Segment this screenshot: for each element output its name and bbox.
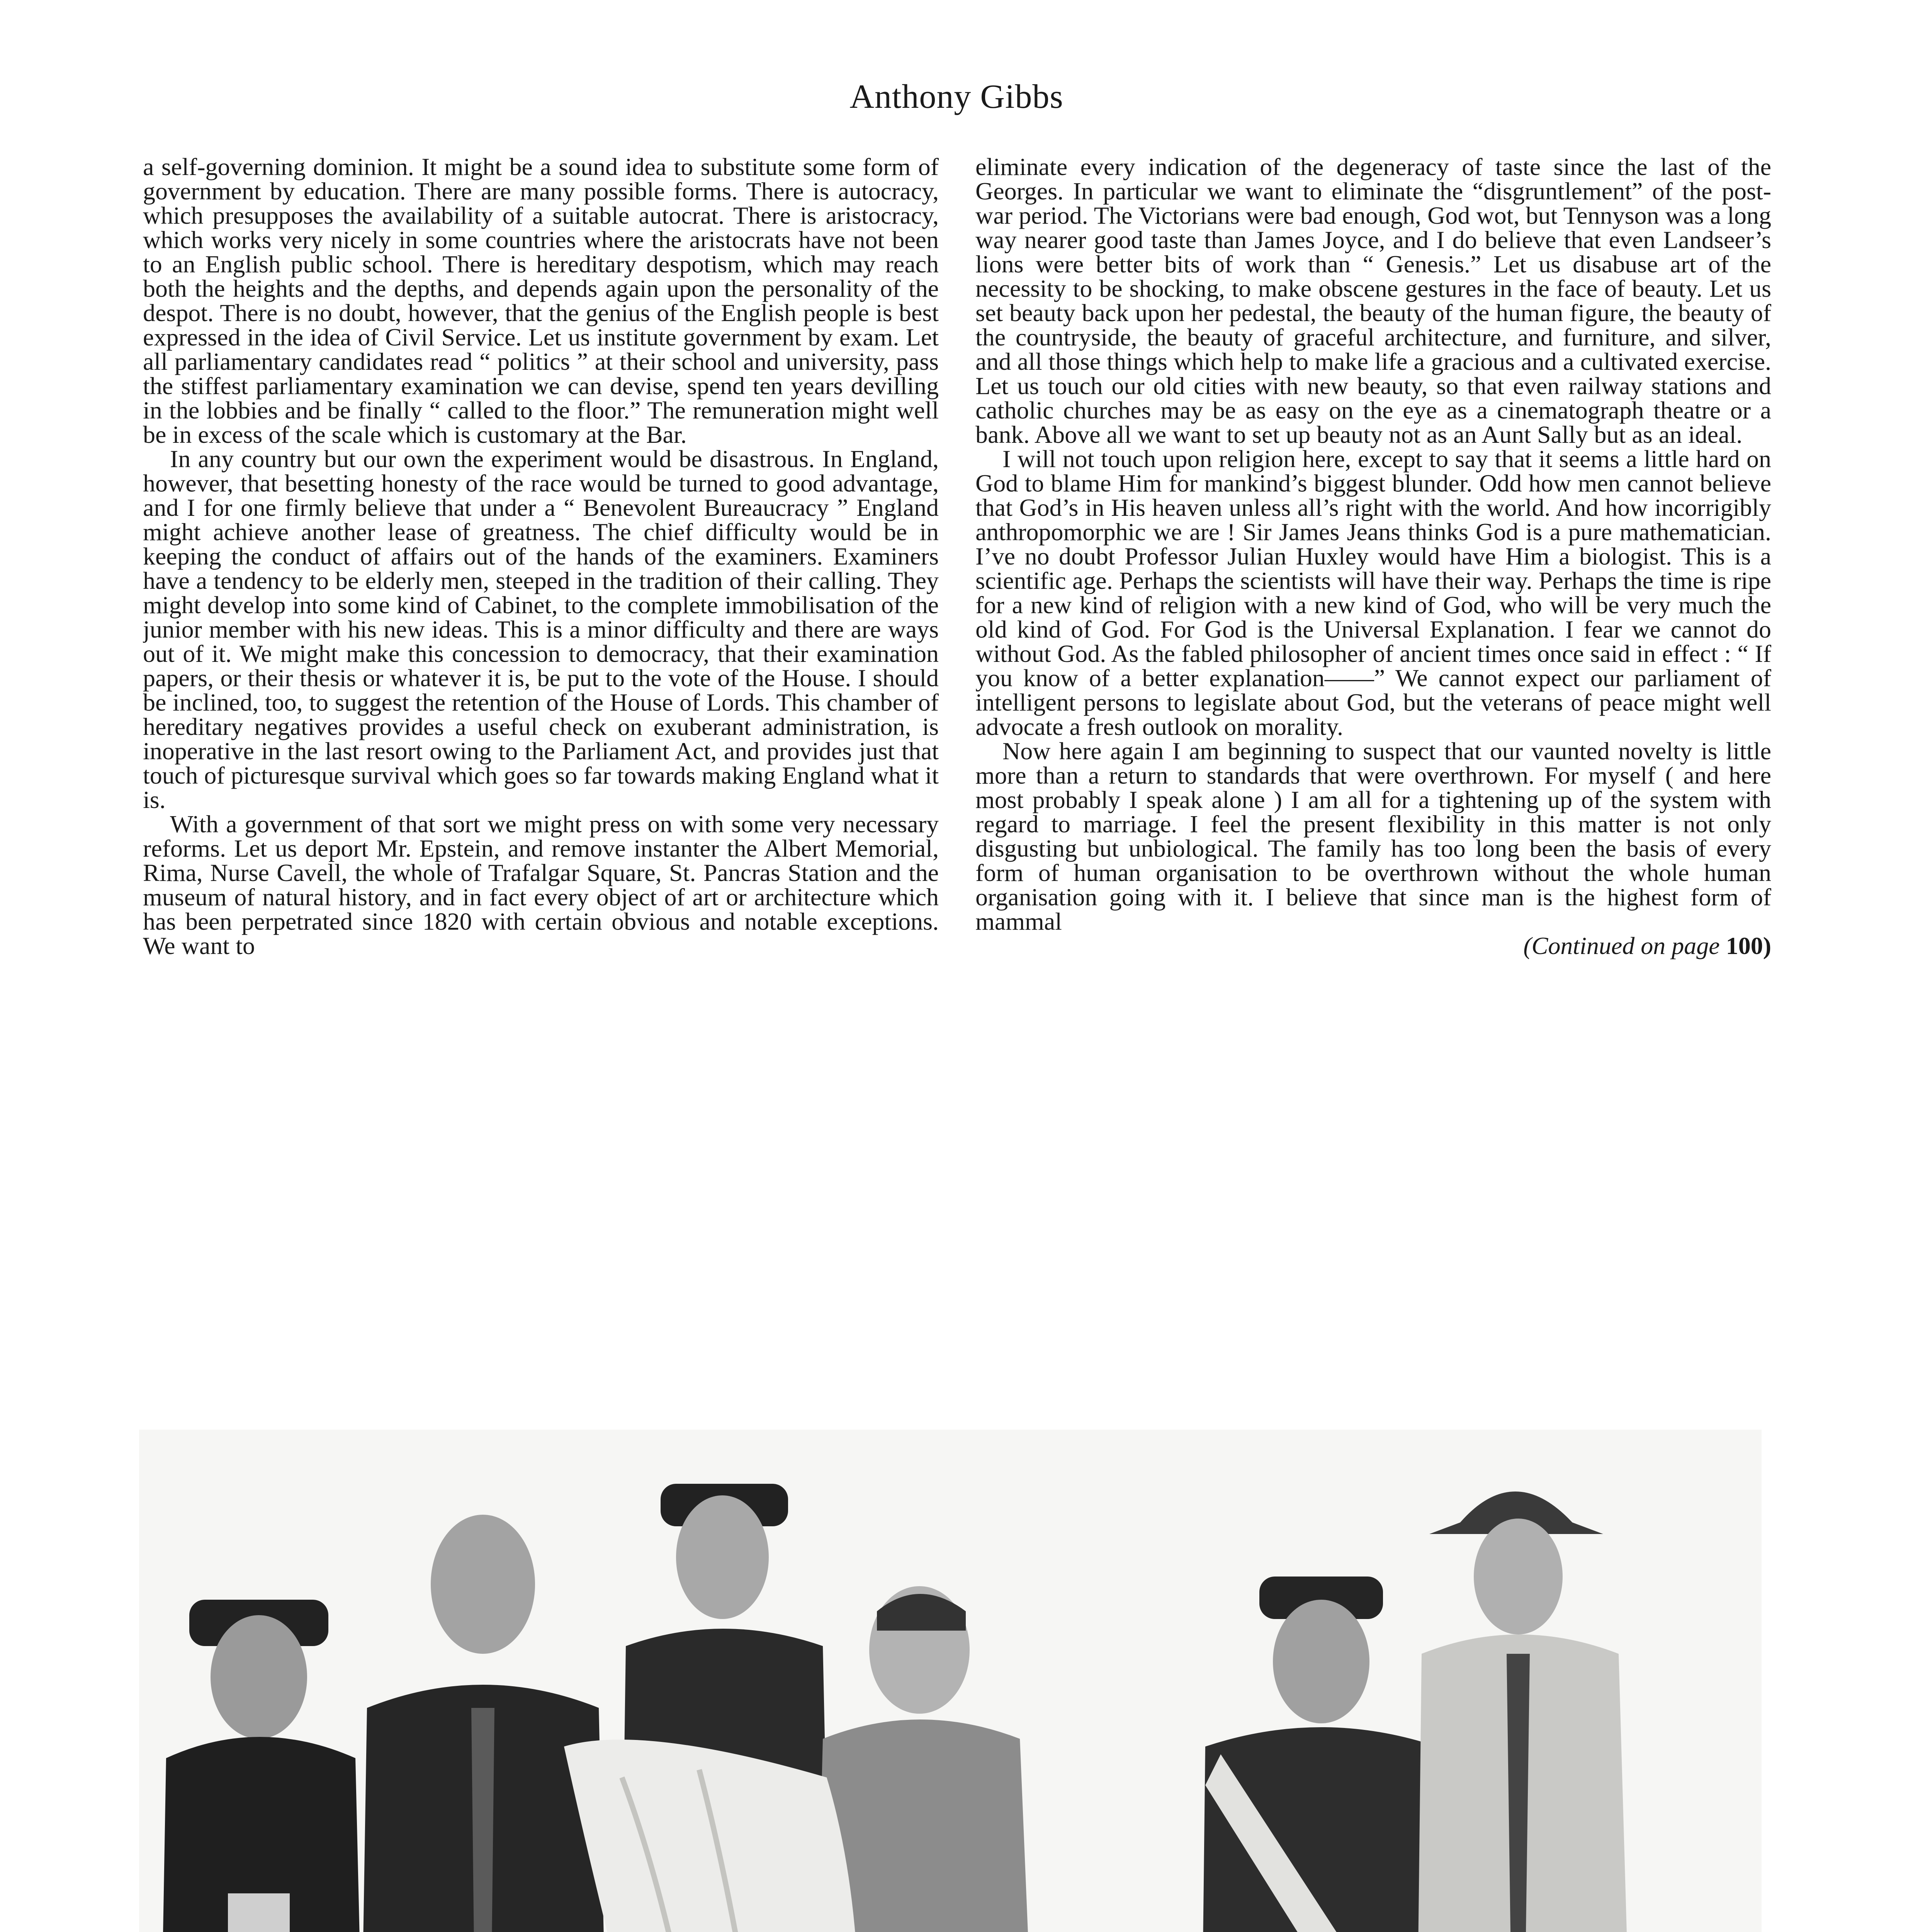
paragraph: With a government of that sort we might press on with some very necessary reforms. Let us deport Mr. Epstein, and remove instanter the Albert Memorial, Rima, Nurse Cavell, the whole of Trafalgar Square, St. Pancras Station and the museum of natural history, and in fact every object of art or architecture which has been perpetrated since 1820 with certain obvious and notable exceptions. We want to xyxy=(143,810,939,959)
illustration-group-portrait xyxy=(139,1430,1762,1932)
continued-page: 100) xyxy=(1726,932,1771,959)
paragraph: eliminate every indication of the degeneracy of taste since the last of the Georges. In particular we want to eliminate the “disgruntlement” of the post-war period. The Victorians were bad enough, God wot, but Tennyson was a long way nearer good taste than James Joyce, and I do believe that even Landseer’s lions were better bits of work than “ Genesis.” Let us disabuse art of the necessity to be shocking, to make obscene gestures in the face of beauty. Let us set beauty back upon her pedestal, the beauty of the human figure, the beauty of the countryside, the beauty of graceful architecture, and furniture, and silver, and all those things which help to make life a gracious and a cultivated exercise. Let us touch our old cities with new beauty, so that even railway stations and catholic churches may be as easy on the eye as a cinematograph theatre or a bank. Above all we want to set up beauty not as an Aunt Sally but as an ideal. xyxy=(975,155,1771,448)
article-column-right xyxy=(975,155,1771,1414)
paragraph: In any country but our own the experiment would be disastrous. In England, however, that besetting honesty of the race would be turned to good advantage, and I for one firmly believe that under a “ Benevolent Bureaucracy ” England might achieve another lease of greatness. The chief difficulty would be in keeping the conduct of affairs out of the hands of the examiners. Examiners have a tendency to be elderly men, steeped in the tradition of their calling. They might develop into some kind of Cabinet, to the complete immobilisation of the junior member with his new ideas. This is a minor difficulty and there are ways out of it. We might make this concession to democracy, that their examination papers, or their thesis or whatever it is, be put to the vote of the House. I should be inclined, too, to suggest the retention of the House of Lords. This chamber of hereditary negatives provides a useful check on exuberant administration, is inoperative in the last resort owing to the Parliament Act, and provides just that touch of picturesque survival which goes so far towards making England what it is. xyxy=(143,445,939,813)
running-head: Anthony Gibbs xyxy=(849,78,1064,116)
paragraph: a self-governing dominion. It might be a sound idea to substitute some form of government by education. There are many possible forms. There is autocracy, which presupposes the availability of a suitable autocrat. There is aristocracy, which works very nicely in some countries where the aristocrats have not been to an English public school. There is hereditary despotism, which may reach both the heights and the depths, and depends again upon the personality of the despot. There is no doubt, however, that the genius of the English people is best expressed in the idea of Civil Service. Let us institute government by exam. Let all parliamentary candidates read “ politics ” at their school and university, pass the stiffest parliamentary examination we can devise, spend ten years devilling in the lobbies and be finally “ called to the floor.” The remuneration might well be in excess of the scale which is customary at the Bar. xyxy=(143,155,939,448)
figure-man-dark-coat xyxy=(355,1515,614,1932)
figure-man-with-sash xyxy=(1198,1577,1453,1932)
figure-man-fedora xyxy=(1414,1492,1638,1932)
continued-label: (Continued on page xyxy=(1523,932,1720,959)
article-column-left xyxy=(143,155,939,1414)
continued-note xyxy=(975,934,1771,958)
paragraph: I will not touch upon religion here, except to say that it seems a little hard on God to blame Him for mankind’s biggest blunder. Odd how men cannot believe that God’s in His heaven unless all’s right with the world. And how incorrigibly anthropomorphic we are ! Sir James Jeans thinks God is a pure mathematician. I’ve no doubt Professor Julian Huxley would have Him a biologist. This is a scientific age. Perhaps the scientists will have their way. Perhaps the time is ripe for a new kind of religion with a new kind of God, who will be very much the old kind of God. For God is the Universal Explanation. I fear we cannot do without God. As the fabled philosopher of ancient times once said in effect : “ If you know of a better explanation——” We cannot expect our parliament of intelligent persons to legislate about God, but the veterans of peace might well advocate a fresh outlook on morality. xyxy=(975,445,1771,740)
figure-uniformed-man xyxy=(155,1600,371,1932)
paragraph: Now here again I am beginning to suspect that our vaunted novelty is little more than a return to standards that were overthrown. For myself ( and here most probably I speak alone ) I am all for a tightening up of the system with regard to marriage. I feel the present flexibility in this matter is not only disgusting but unbiological. The family has too long been the basis of every form of human organisation to be overthrown without the whole human organisation going with it. I believe that since man is the highest form of mammal xyxy=(975,737,1771,935)
